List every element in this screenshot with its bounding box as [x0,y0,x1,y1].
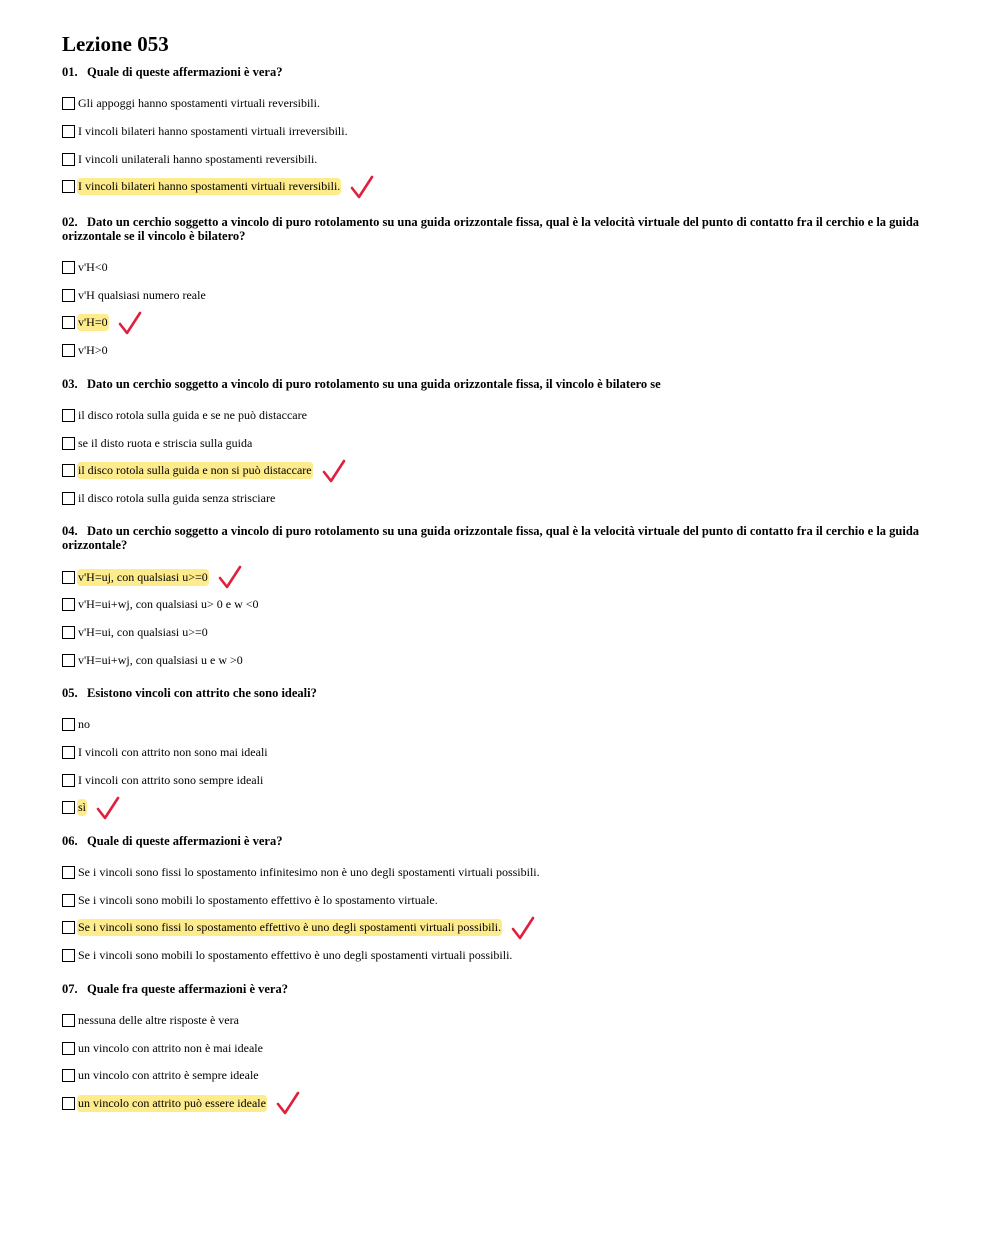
answer-option[interactable] [62,402,942,430]
question-number: 03. [62,376,78,391]
checkbox[interactable] [62,626,75,639]
checkbox[interactable] [62,866,75,879]
answer-label: I vincoli con attrito non sono mai ideali [78,745,268,760]
checkbox[interactable] [62,921,75,934]
answer-label-highlighted: un vincolo con attrito può essere ideale [78,1095,266,1110]
question-text [62,215,942,243]
answer-label: il disco rotola sulla guida senza strisciare [78,490,276,505]
question-label: Quale di queste affermazioni è vera? [87,833,283,848]
checkmark-icon [321,458,347,484]
answer-option[interactable] [62,766,942,794]
answer-label: v'H=ui+wj, con qualsiasi u e w >0 [78,652,243,667]
checkmark-icon [510,915,536,941]
answer-option[interactable] [62,90,942,118]
checkmark-icon [95,795,121,821]
question [62,215,942,365]
answer-option[interactable] [62,118,942,146]
answer-option[interactable] [62,646,942,674]
checkbox[interactable] [62,125,75,138]
page-title: Lezione 053 [62,32,169,56]
answer-label: v'H qualsiasi numero reale [78,287,206,302]
answer-option[interactable] [62,1090,942,1118]
answer-label-highlighted: il disco rotola sulla guida e non si può distaccare [78,463,312,478]
answer-option[interactable] [62,254,942,282]
checkbox[interactable] [62,774,75,787]
answer-option[interactable] [62,794,942,822]
answer-label: Se i vincoli sono fissi lo spostamento infinitesimo non è uno degli spostamenti virtuali possibili. [78,865,540,880]
checkbox[interactable] [62,492,75,505]
answer-label-highlighted: I vincoli bilateri hanno spostamenti virtuali reversibili. [78,179,341,194]
checkmark-icon [217,564,243,590]
question [62,524,942,674]
checkbox[interactable] [62,654,75,667]
answer-option[interactable] [62,309,942,337]
question-number: 02. [62,214,78,229]
checkbox[interactable] [62,437,75,450]
checkbox[interactable] [62,1042,75,1055]
answer-label: v'H<0 [78,260,108,275]
question-label: Dato un cerchio soggetto a vincolo di puro rotolamento su una guida orizzontale fissa, il vincolo è bilatero se [87,376,661,391]
question-label: Dato un cerchio soggetto a vincolo di puro rotolamento su una guida orizzontale fissa, qual è la velocità virtuale del punto di contatto fra il cerchio e la guida orizzontale se il vincolo è bilatero? [62,214,920,243]
answer-option[interactable] [62,886,942,914]
answer-option[interactable] [62,859,942,887]
checkbox[interactable] [62,746,75,759]
answer-option[interactable] [62,711,942,739]
answer-label: un vincolo con attrito è sempre ideale [78,1068,259,1083]
question [62,982,942,1118]
answer-option[interactable] [62,914,942,942]
answer-label-highlighted: v'H=0 [78,315,108,330]
answer-option[interactable] [62,145,942,173]
answer-label: Gli appoggi hanno spostamenti virtuali reversibili. [78,96,320,111]
answer-option[interactable] [62,173,942,201]
page [62,30,942,1129]
answer-label-highlighted: v'H=uj, con qualsiasi u>=0 [78,569,208,584]
checkbox[interactable] [62,316,75,329]
checkbox[interactable] [62,97,75,110]
checkbox[interactable] [62,344,75,357]
question-number: 06. [62,833,78,848]
checkbox[interactable] [62,409,75,422]
checkbox[interactable] [62,1097,75,1110]
answer-option[interactable] [62,563,942,591]
checkbox[interactable] [62,1014,75,1027]
question-number: 04. [62,524,78,539]
answer-label: v'H=ui, con qualsiasi u>=0 [78,624,208,639]
answer-option[interactable] [62,1007,942,1035]
answer-option[interactable] [62,457,942,485]
answer-option[interactable] [62,739,942,767]
answer-label: il disco rotola sulla guida e se ne può distaccare [78,407,307,422]
question-text [62,524,942,552]
question [62,65,942,201]
answer-label: I vincoli bilateri hanno spostamenti virtuali irreversibili. [78,124,348,139]
question-text [62,686,942,700]
answer-option[interactable] [62,281,942,309]
answer-label: I vincoli unilaterali hanno spostamenti reversibili. [78,151,318,166]
question [62,686,942,822]
answer-label: I vincoli con attrito sono sempre ideali [78,772,264,787]
checkbox[interactable] [62,949,75,962]
answer-label: no [78,717,90,732]
answer-label-highlighted: Se i vincoli sono fissi lo spostamento effettivo è uno degli spostamenti virtuali possibili. [78,920,502,935]
question [62,834,942,970]
question-list [62,65,942,1117]
answer-label: se il disto ruota e striscia sulla guida [78,435,253,450]
checkmark-icon [275,1090,301,1116]
checkmark-icon [117,310,143,336]
question-text [62,65,942,79]
checkbox[interactable] [62,289,75,302]
answer-option[interactable] [62,429,942,457]
checkbox[interactable] [62,718,75,731]
question-number: 01. [62,65,78,79]
checkbox[interactable] [62,464,75,477]
question-text [62,834,942,848]
checkbox[interactable] [62,261,75,274]
answer-option[interactable] [62,591,942,619]
checkbox[interactable] [62,598,75,611]
question-number: 05. [62,686,78,700]
answer-label: v'H=ui+wj, con qualsiasi u> 0 e w <0 [78,597,259,612]
answer-label: v'H>0 [78,343,108,358]
answer-option[interactable] [62,1062,942,1090]
checkbox[interactable] [62,180,75,193]
answer-option[interactable] [62,1034,942,1062]
question-label: Esistono vincoli con attrito che sono ideali? [87,686,317,700]
checkbox[interactable] [62,894,75,907]
answer-option[interactable] [62,942,942,970]
checkbox[interactable] [62,801,75,814]
answer-option[interactable] [62,619,942,647]
checkbox[interactable] [62,1069,75,1082]
question-label: Quale di queste affermazioni è vera? [87,65,283,79]
answer-label: Se i vincoli sono mobili lo spostamento effettivo è lo spostamento virtuale. [78,892,438,907]
answer-label-highlighted: sì [78,800,87,815]
question [62,377,942,513]
question-number: 07. [62,981,78,996]
answer-label: nessuna delle altre risposte è vera [78,1012,239,1027]
answer-label: un vincolo con attrito non è mai ideale [78,1040,263,1055]
question-label: Quale fra queste affermazioni è vera? [87,981,288,996]
question-text [62,377,942,391]
answer-label: Se i vincoli sono mobili lo spostamento effettivo è uno degli spostamenti virtuali possibili. [78,948,513,963]
question-label: Dato un cerchio soggetto a vincolo di puro rotolamento su una guida orizzontale fissa, qual è la velocità virtuale del punto di contatto fra il cerchio e la guida orizzontale? [62,524,920,553]
checkbox[interactable] [62,153,75,166]
answer-option[interactable] [62,485,942,513]
checkbox[interactable] [62,571,75,584]
answer-option[interactable] [62,337,942,365]
checkmark-icon [349,174,375,200]
question-text [62,982,942,996]
